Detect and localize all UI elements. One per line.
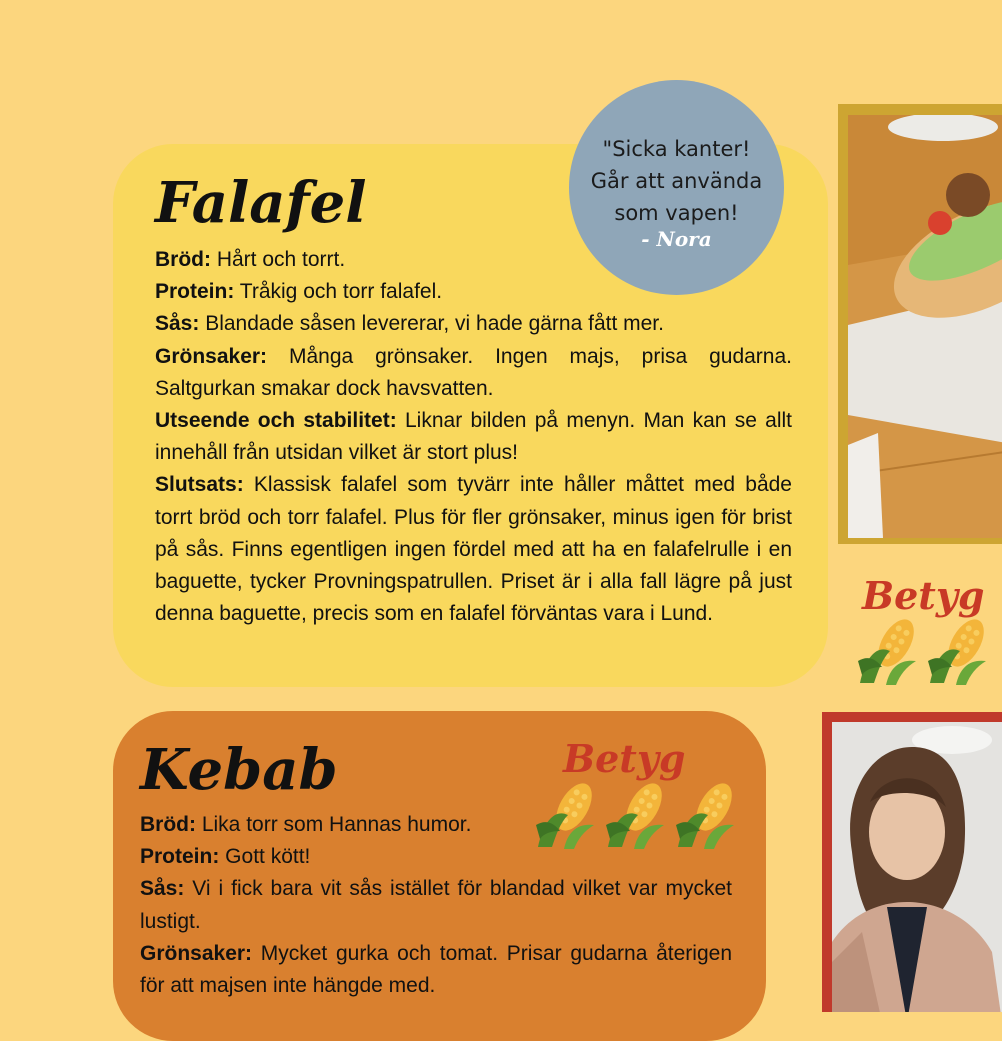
- paragraph-text: Tråkig och torr falafel.: [234, 280, 443, 304]
- kebab-paragraph-sauce: [140, 873, 732, 937]
- paragraph-label: Grönsaker:: [140, 941, 253, 965]
- kebab-title: Kebab: [140, 737, 338, 803]
- paragraph-label: Sås:: [155, 312, 200, 336]
- kebab-photo-frame: [822, 712, 1002, 1012]
- reviewer-photo: [832, 722, 1002, 1012]
- paragraph-text: Många grönsaker. Ingen majs, prisa gudarna. Saltgurkan smakar dock havsvatten.: [155, 344, 792, 400]
- kebab-review-text: [140, 809, 732, 1002]
- paragraph-text: Mycket gurka och tomat. Prisar gudarna återigen för att majsen inte hängde med.: [140, 941, 732, 998]
- corn-icon: [926, 615, 992, 687]
- corn-icon: [856, 615, 922, 687]
- paragraph-text: Blandade såsen levererar, vi hade gärna fått mer.: [199, 312, 664, 336]
- paragraph-text: Lika torr som Hannas humor.: [196, 813, 472, 836]
- falafel-title: Falafel: [155, 170, 367, 236]
- quote-text: "Sicka kanter! Går att använda som vapen!: [590, 136, 763, 225]
- paragraph-text: Klassisk falafel som tyvärr inte håller måttet med både torrt bröd och torr falafel. Plus för fler grönsaker, minus igen för brist på sås. Finns egentligen ingen fördel med att ha en falafelrulle i en baguette, tycker Provningspatrullen. Priset är i alla fall lägre på just denna baguette, precis som en falafel förväntas vara i Lund.: [155, 473, 792, 626]
- paragraph-label: Bröd:: [140, 813, 196, 836]
- kebab-paragraph-vegetables: [140, 938, 732, 1002]
- falafel-rating-label: Betyg: [862, 573, 985, 618]
- quote-author: - Nora: [641, 226, 712, 251]
- paragraph-label: Grönsaker:: [155, 344, 268, 368]
- falafel-paragraph-appearance: [155, 405, 792, 469]
- paragraph-label: Protein:: [155, 280, 235, 304]
- falafel-photo-illustration: [848, 115, 1002, 538]
- paragraph-label: Protein:: [140, 845, 220, 869]
- falafel-rating-corn-row: [856, 615, 992, 687]
- paragraph-text: Vi i fick bara vit sås istället för blandad vilket var mycket lustigt.: [140, 877, 732, 933]
- paragraph-text: Liknar bilden på menyn. Man kan se allt innehåll från utsidan vilket är stort plus!: [155, 409, 792, 465]
- falafel-photo-frame: [838, 104, 1002, 544]
- paragraph-label: Utseende och stabilitet:: [155, 409, 397, 433]
- paragraph-text: Gott kött!: [219, 845, 311, 869]
- paragraph-label: Slutsats:: [155, 473, 244, 497]
- kebab-paragraph-protein: [140, 841, 732, 873]
- falafel-paragraph-sauce: [155, 308, 792, 340]
- falafel-paragraph-conclusion: [155, 469, 792, 630]
- quote-bubble: [569, 80, 784, 295]
- falafel-baguette-photo: [848, 115, 1002, 538]
- paragraph-label: Bröd:: [155, 248, 211, 271]
- falafel-paragraph-vegetables: [155, 341, 792, 405]
- reviewer-photo-illustration: [832, 722, 1002, 1012]
- paragraph-text: Hårt och torrt.: [211, 248, 346, 271]
- falafel-review-text: [155, 244, 792, 630]
- kebab-rating-label: Betyg: [563, 736, 686, 781]
- paragraph-label: Sås:: [140, 877, 185, 901]
- kebab-paragraph-bread: [140, 809, 732, 841]
